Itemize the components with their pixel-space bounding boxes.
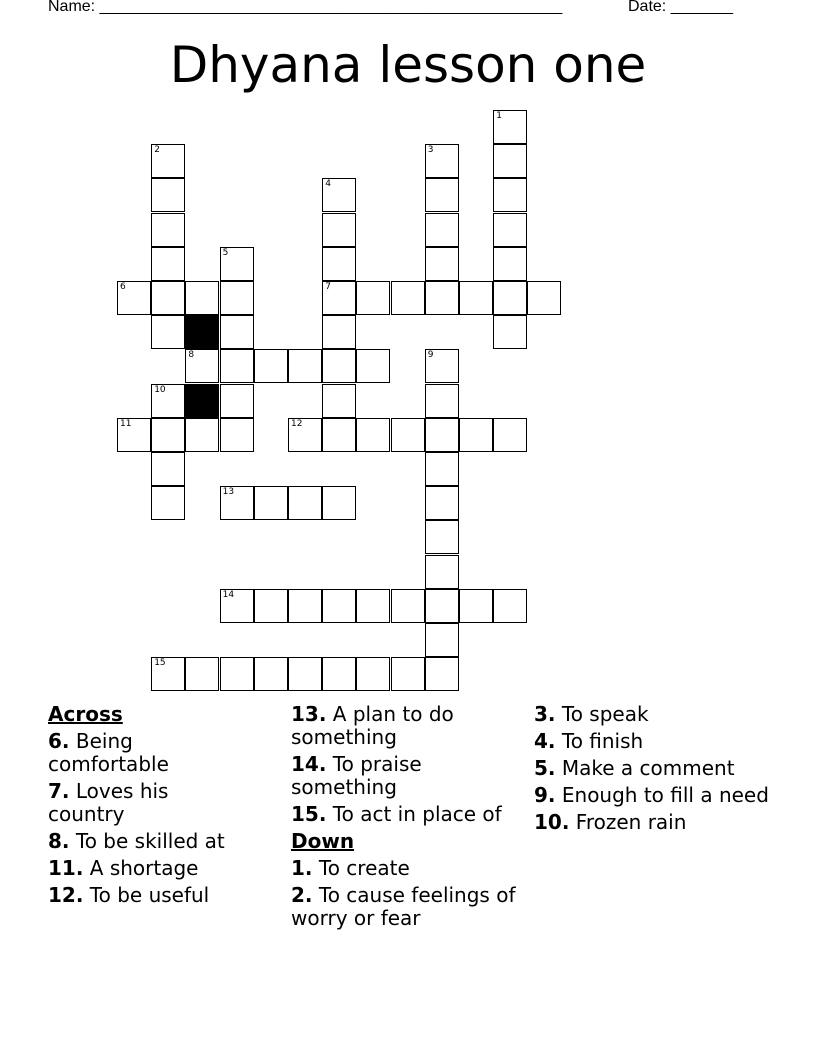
cell-number: 1 [496, 111, 502, 121]
crossword-cell[interactable] [425, 144, 459, 178]
crossword-cell[interactable] [185, 418, 219, 452]
cell-number: 5 [222, 247, 229, 258]
cell-number: 7 [325, 282, 331, 292]
clue-number: 11. [48, 856, 84, 880]
clue-number: 12. [48, 883, 84, 907]
crossword-cell[interactable] [425, 623, 459, 657]
name-field-label: Name: ____________________________________________________ [48, 0, 563, 15]
clue-item [48, 830, 248, 853]
crossword-cell[interactable] [220, 247, 254, 281]
clue-number: 2. [291, 883, 313, 907]
clue-text: To praise something [291, 752, 422, 799]
clue-text: A shortage [89, 856, 199, 880]
crossword-cell[interactable] [151, 315, 185, 349]
crossword-cell[interactable] [425, 213, 459, 247]
crossword-cell[interactable] [151, 452, 185, 486]
crossword-cell[interactable] [151, 247, 185, 281]
crossword-cell[interactable] [425, 589, 459, 623]
clue-text: Make a comment [561, 756, 735, 780]
crossword-cell[interactable] [322, 178, 356, 212]
crossword-cell[interactable] [391, 589, 425, 623]
crossword-cell[interactable] [185, 657, 219, 691]
crossword-cell[interactable] [322, 657, 356, 691]
cell-number: 14 [222, 589, 235, 600]
crossword-cell[interactable] [322, 315, 356, 349]
cell-number: 11 [120, 418, 132, 429]
crossword-cell[interactable] [151, 144, 185, 178]
crossword-cell[interactable] [117, 418, 151, 452]
crossword-cell[interactable] [151, 486, 185, 520]
crossword-cell[interactable] [322, 589, 356, 623]
clue-item [48, 730, 248, 776]
black-cell [185, 384, 219, 418]
clue-item [534, 703, 774, 726]
crossword-cell[interactable] [288, 657, 322, 691]
crossword-cell[interactable] [425, 657, 459, 691]
clue-number: 6. [48, 729, 70, 753]
clue-text: To cause feelings of worry or fear [291, 883, 516, 930]
cell-number: 13 [222, 487, 235, 498]
crossword-cell[interactable] [425, 178, 459, 212]
crossword-cell[interactable] [493, 247, 527, 281]
clue-column-1 [48, 703, 248, 911]
crossword-cell[interactable] [185, 281, 219, 315]
crossword-cell[interactable] [322, 281, 356, 315]
across-heading: Across [48, 702, 123, 726]
black-cell [185, 315, 219, 349]
clue-item [291, 857, 521, 880]
crossword-cell[interactable] [322, 247, 356, 281]
clue-item [48, 884, 248, 907]
clue-text: To speak [561, 702, 649, 726]
crossword-cell[interactable] [322, 213, 356, 247]
crossword-cell[interactable] [322, 384, 356, 418]
crossword-cell[interactable] [425, 520, 459, 554]
clue-item [534, 757, 774, 780]
crossword-cell[interactable] [220, 384, 254, 418]
clue-number: 8. [48, 829, 70, 853]
page-title: Dhyana lesson one [169, 36, 647, 94]
clue-number: 3. [534, 702, 556, 726]
clue-item [534, 784, 774, 807]
crossword-cell[interactable] [425, 349, 459, 383]
crossword-cell[interactable] [151, 178, 185, 212]
clue-text: To be skilled at [75, 829, 225, 853]
crossword-cell[interactable] [220, 418, 254, 452]
crossword-cell[interactable] [220, 315, 254, 349]
crossword-cell[interactable] [356, 589, 390, 623]
cell-number: 8 [188, 350, 195, 361]
clue-item [48, 780, 248, 826]
crossword-cell[interactable] [151, 281, 185, 315]
crossword-cell[interactable] [151, 418, 185, 452]
clue-number: 4. [534, 729, 556, 753]
clue-number: 15. [291, 802, 327, 826]
crossword-cell[interactable] [151, 213, 185, 247]
crossword-cell[interactable] [220, 281, 254, 315]
crossword-cell[interactable] [425, 247, 459, 281]
crossword-cell[interactable] [288, 486, 322, 520]
clue-item [291, 753, 521, 799]
crossword-cell[interactable] [459, 418, 493, 452]
crossword-cell[interactable] [288, 589, 322, 623]
crossword-cell[interactable] [151, 657, 185, 691]
clue-text: A plan to do something [291, 702, 454, 749]
clue-text: To be useful [89, 883, 210, 907]
date-field-label: Date: _______ [628, 0, 733, 15]
crossword-cell[interactable] [493, 281, 527, 315]
crossword-cell[interactable] [425, 281, 459, 315]
clue-number: 7. [48, 779, 70, 803]
crossword-cell[interactable] [151, 384, 185, 418]
clue-text: To create [318, 856, 410, 880]
crossword-cell[interactable] [493, 110, 527, 144]
cell-number: 6 [120, 282, 126, 292]
crossword-cell[interactable] [220, 589, 254, 623]
crossword-cell[interactable] [254, 349, 288, 383]
crossword-cell[interactable] [254, 486, 288, 520]
clue-item [48, 857, 248, 880]
clue-number: 14. [291, 752, 327, 776]
clue-text: Being comfortable [48, 729, 169, 776]
clue-text: Frozen rain [575, 810, 687, 834]
crossword-cell[interactable] [356, 349, 390, 383]
crossword-cell[interactable] [391, 657, 425, 691]
crossword-cell[interactable] [254, 657, 288, 691]
clue-number: 10. [534, 810, 570, 834]
crossword-cell[interactable] [493, 315, 527, 349]
crossword-cell[interactable] [322, 418, 356, 452]
crossword-cell[interactable] [185, 349, 219, 383]
crossword-cell[interactable] [493, 589, 527, 623]
cell-number: 4 [325, 179, 331, 190]
clue-item [291, 703, 521, 749]
crossword-cell[interactable] [220, 349, 254, 383]
crossword-cell[interactable] [322, 349, 356, 383]
cell-number: 15 [154, 658, 166, 669]
crossword-cell[interactable] [425, 384, 459, 418]
crossword-cell[interactable] [117, 281, 151, 315]
cell-number: 3 [427, 145, 434, 156]
crossword-cell[interactable] [356, 281, 390, 315]
crossword-cell[interactable] [493, 418, 527, 452]
clue-number: 1. [291, 856, 313, 880]
clue-number: 5. [534, 756, 556, 780]
clue-item [291, 884, 521, 930]
cell-number: 10 [154, 384, 166, 395]
clue-number: 13. [291, 702, 327, 726]
down-heading: Down [291, 829, 355, 853]
crossword-cell[interactable] [425, 486, 459, 520]
crossword-cell[interactable] [459, 589, 493, 623]
crossword-cell[interactable] [425, 555, 459, 589]
crossword-cell[interactable] [459, 281, 493, 315]
clue-column-3 [534, 703, 774, 838]
crossword-cell[interactable] [356, 418, 390, 452]
clue-text: To finish [561, 729, 644, 753]
crossword-cell[interactable] [391, 418, 425, 452]
crossword-cell[interactable] [527, 281, 561, 315]
crossword-cell[interactable] [493, 213, 527, 247]
cell-number: 9 [427, 350, 434, 361]
cell-number: 12 [291, 418, 303, 429]
crossword-cell[interactable] [391, 281, 425, 315]
clue-item [291, 803, 521, 826]
crossword-cell[interactable] [493, 178, 527, 212]
crossword-cell[interactable] [254, 589, 288, 623]
clue-item [534, 811, 774, 834]
clue-item [534, 730, 774, 753]
clue-number: 9. [534, 783, 556, 807]
clue-text: To act in place of [332, 802, 502, 826]
crossword-cell[interactable] [220, 657, 254, 691]
clue-column-2 [291, 703, 521, 934]
crossword-cell[interactable] [493, 144, 527, 178]
crossword-cell[interactable] [220, 486, 254, 520]
crossword-cell[interactable] [356, 657, 390, 691]
crossword-cell[interactable] [425, 452, 459, 486]
crossword-cell[interactable] [288, 418, 322, 452]
clue-text: Loves his country [48, 779, 169, 826]
crossword-cell[interactable] [322, 486, 356, 520]
crossword-cell[interactable] [425, 418, 459, 452]
crossword-cell[interactable] [288, 349, 322, 383]
cell-number: 2 [154, 145, 160, 156]
clue-text: Enough to fill a need [561, 783, 769, 807]
